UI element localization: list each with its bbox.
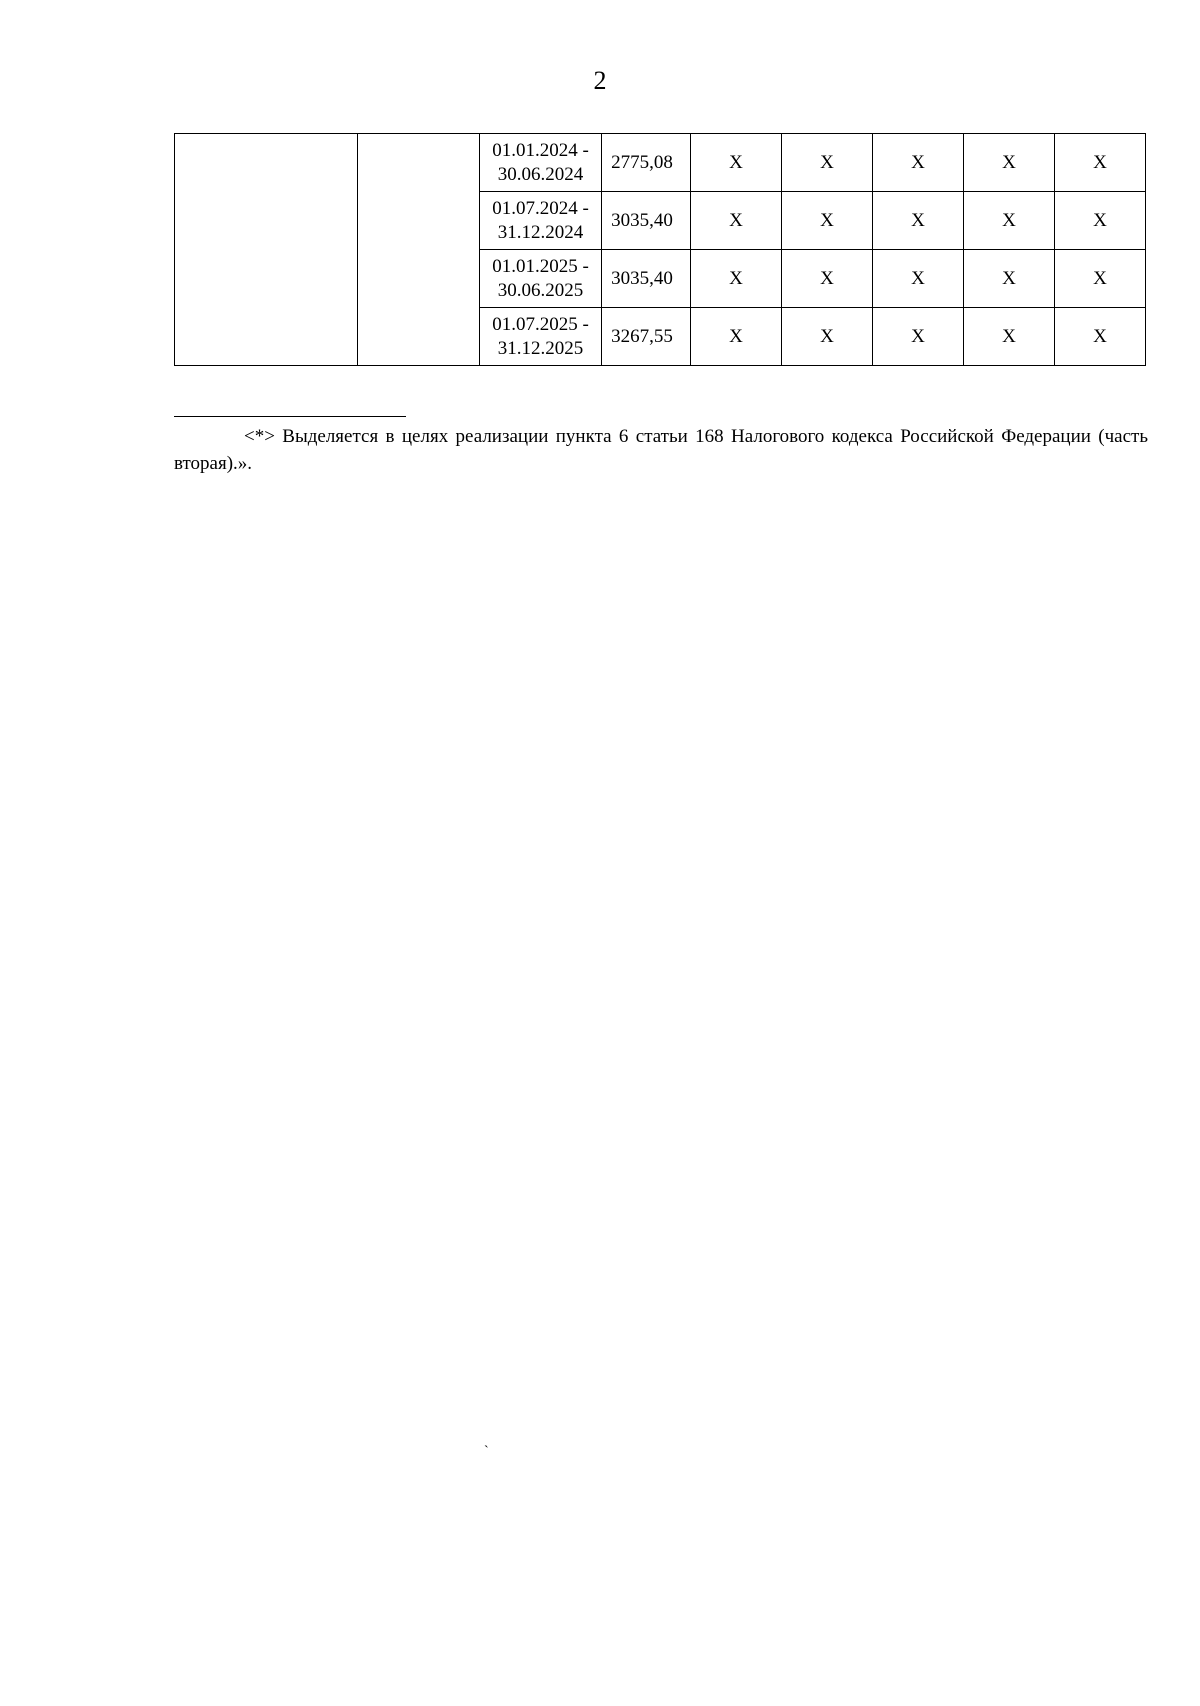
period-start: 01.07.2025 - (492, 313, 589, 335)
period-start: 01.07.2024 - (492, 197, 589, 219)
mark-cell: X (1055, 134, 1146, 192)
empty-merged-cell-1 (175, 134, 358, 366)
period-end: 31.12.2025 (497, 337, 584, 359)
period-end: 30.06.2025 (497, 279, 584, 301)
mark-cell: X (1055, 250, 1146, 308)
mark-cell: X (964, 308, 1055, 366)
period-end: 30.06.2024 (497, 163, 584, 185)
mark-cell: X (691, 250, 782, 308)
tariff-table (174, 133, 1146, 366)
page-number: 2 (593, 66, 607, 95)
mark-cell: X (691, 192, 782, 250)
mark-cell: X (964, 192, 1055, 250)
mark-cell: X (964, 250, 1055, 308)
mark-cell: X (873, 192, 964, 250)
period-cell (480, 250, 602, 308)
rate-cell: 2775,08 (602, 134, 691, 192)
period-start: 01.01.2025 - (492, 255, 589, 277)
mark-cell: X (782, 192, 873, 250)
period-start: 01.01.2024 - (492, 139, 589, 161)
rate-cell: 3035,40 (602, 192, 691, 250)
empty-merged-cell-2 (358, 134, 480, 366)
mark-cell: X (691, 134, 782, 192)
mark-cell: X (873, 134, 964, 192)
mark-cell: X (1055, 308, 1146, 366)
mark-cell: X (873, 308, 964, 366)
period-end: 31.12.2024 (497, 221, 584, 243)
table-row (175, 134, 1146, 192)
mark-cell: X (964, 134, 1055, 192)
rate-cell: 3267,55 (602, 308, 691, 366)
period-cell (480, 192, 602, 250)
period-cell (480, 134, 602, 192)
mark-cell: X (1055, 192, 1146, 250)
rate-cell: 3035,40 (602, 250, 691, 308)
mark-cell: X (691, 308, 782, 366)
footnote-separator (174, 416, 406, 417)
period-cell (480, 308, 602, 366)
footnote-text: <*> Выделяется в целях реализации пункта 6 статьи 168 Налогового кодекса Российской Федерации (часть вторая).». (174, 426, 1148, 474)
stray-mark: ˋ (484, 1444, 489, 1459)
mark-cell: X (782, 134, 873, 192)
mark-cell: X (782, 308, 873, 366)
mark-cell: X (782, 250, 873, 308)
mark-cell: X (873, 250, 964, 308)
